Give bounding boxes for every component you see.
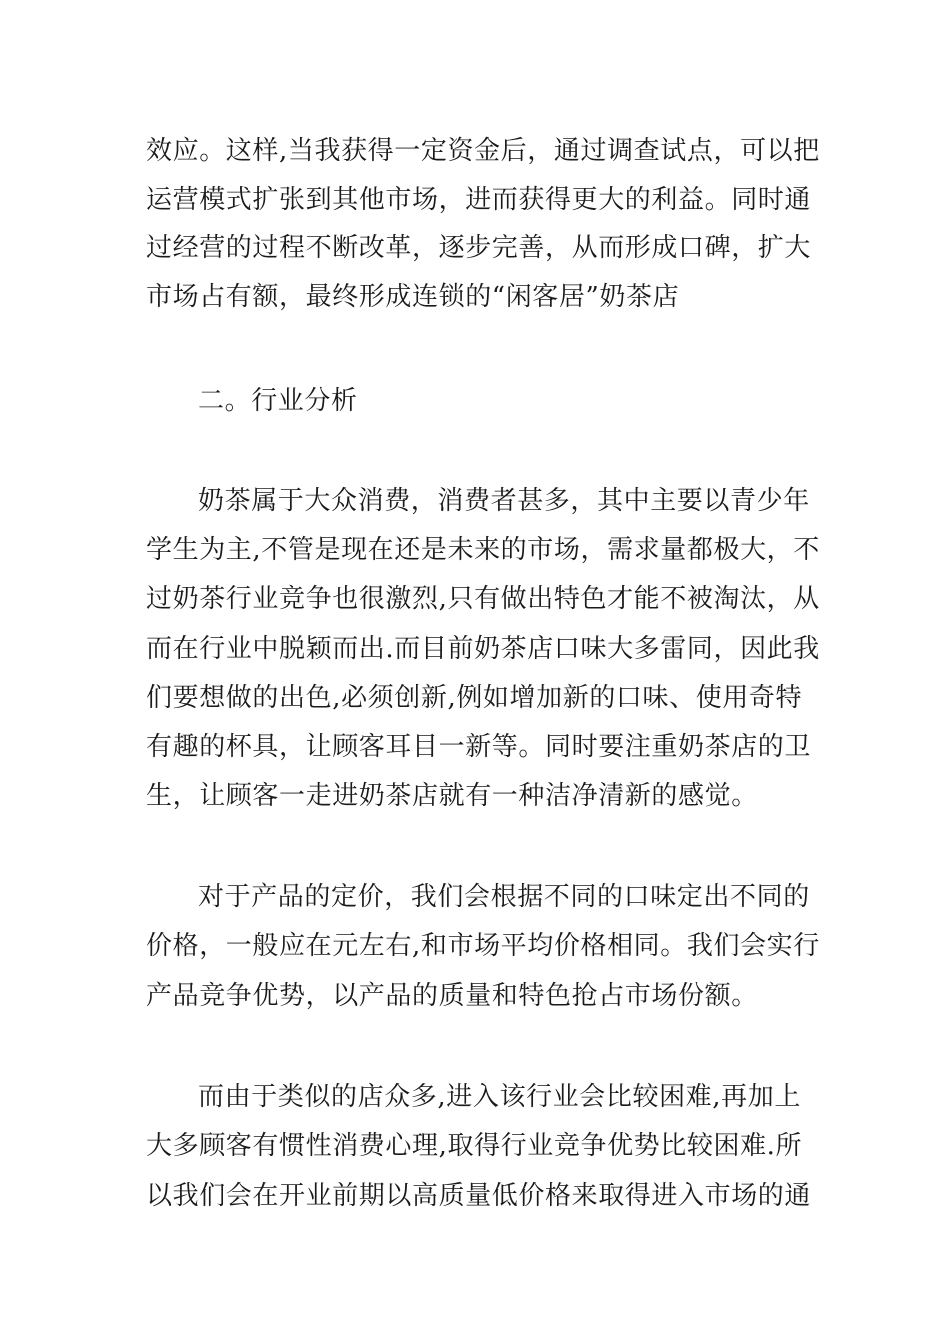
- paragraph-2-line-4: 而在行业中脱颖而出.而目前奶茶店口味大多雷同，因此我: [146, 634, 820, 664]
- paragraph-3-line-2: 价格，一般应在元左右,和市场平均价格相同。我们会实行: [146, 931, 820, 961]
- paragraph-2-line-2: 学生为主,不管是现在还是未来的市场，需求量都极大，不: [146, 535, 820, 565]
- paragraph-4-line-2: 大多顾客有惯性消费心理,取得行业竞争优势比较困难.所: [146, 1131, 803, 1161]
- paragraph-2-line-6: 有趣的杯具，让顾客耳目一新等。同时要注重奶茶店的卫: [146, 732, 812, 762]
- paragraph-3-line-3: 产品竞争优势，以产品的质量和特色抢占市场份额。: [146, 981, 758, 1011]
- paragraph-1-line-3: 过经营的过程不断改革，逐步完善，从而形成口碑，扩大: [146, 233, 812, 263]
- paragraph-1-line-1: 效应。这样,当我获得一定资金后，通过调查试点，可以把: [146, 136, 820, 166]
- section-heading: 二。行业分析: [198, 386, 358, 416]
- paragraph-1-line-4: 市场占有额，最终形成连锁的“闲客居”奶茶店: [146, 282, 680, 312]
- paragraph-3-line-1: 对于产品的定价，我们会根据不同的口味定出不同的: [198, 882, 810, 912]
- paragraph-4-line-1: 而由于类似的店众多,进入该行业会比较困难,再加上: [198, 1082, 801, 1112]
- paragraph-2-line-1: 奶茶属于大众消费，消费者甚多，其中主要以青少年: [198, 486, 810, 516]
- paragraph-2-line-5: 们要想做的出色,必须创新,例如增加新的口味、使用奇特: [146, 683, 803, 713]
- paragraph-2-line-3: 过奶茶行业竞争也很激烈,只有做出特色才能不被淘汰，从: [146, 584, 820, 614]
- paragraph-4-line-3: 以我们会在开业前期以高质量低价格来取得进入市场的通: [146, 1181, 812, 1211]
- paragraph-1-line-2: 运营模式扩张到其他市场，进而获得更大的利益。同时通: [146, 185, 812, 215]
- paragraph-2-line-7: 生，让顾客一走进奶茶店就有一种洁净清新的感觉。: [146, 781, 758, 811]
